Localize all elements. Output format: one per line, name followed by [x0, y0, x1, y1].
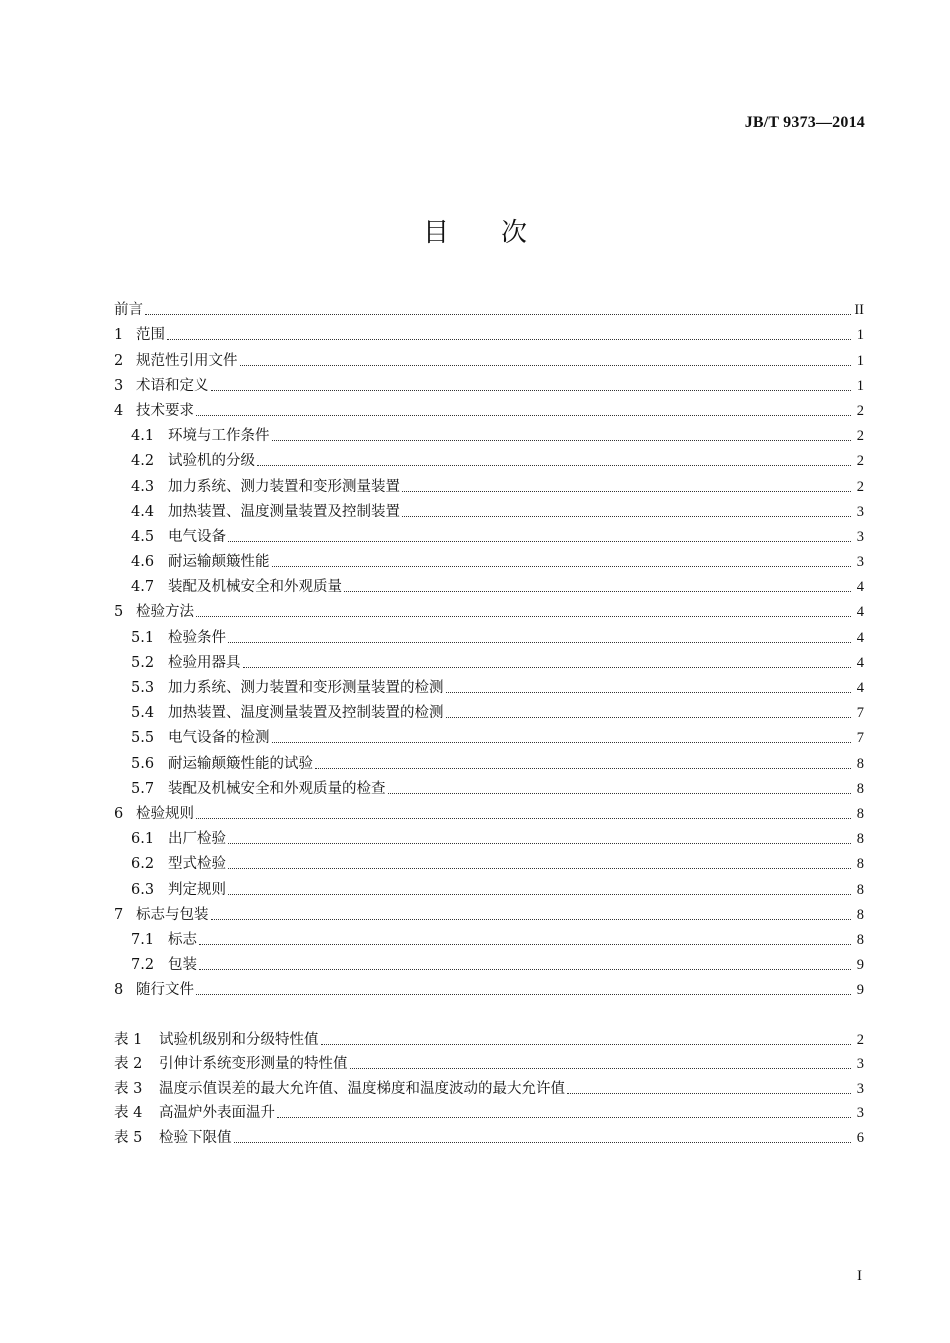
entry-title: 试验机级别和分级特性值 [159, 1031, 319, 1048]
entry-page: 3 [856, 1056, 864, 1073]
toc-entry[interactable] [114, 924, 864, 949]
entry-page: 7 [856, 705, 864, 722]
entry-number: 4.1 [131, 428, 155, 445]
entry-page: 8 [856, 906, 864, 923]
entry-title: 引伸计系统变形测量的特性值 [159, 1056, 348, 1073]
toc-entry[interactable] [114, 546, 864, 571]
entry-number: 7.2 [131, 957, 155, 974]
dot-leader [145, 314, 851, 315]
dot-leader [272, 742, 852, 743]
entry-number: 6.1 [131, 831, 155, 848]
toc-entry[interactable] [114, 1122, 864, 1147]
entry-number: 4 [114, 402, 124, 419]
toc-entry[interactable] [114, 521, 864, 546]
entry-number: 1 [114, 327, 124, 344]
dot-leader [402, 491, 851, 492]
dot-leader [344, 591, 851, 592]
entry-title: 标志与包装 [136, 906, 209, 923]
toc-entry[interactable] [114, 647, 864, 672]
toc-entry[interactable] [114, 1073, 864, 1098]
toc-entry[interactable] [114, 370, 864, 395]
toc-entry[interactable] [114, 798, 864, 823]
entry-page: 3 [856, 528, 864, 545]
toc-entry[interactable] [114, 848, 864, 873]
entry-title: 检验下限值 [159, 1129, 232, 1146]
dot-leader [196, 994, 851, 995]
toc-entry[interactable] [114, 1049, 864, 1074]
toc-entry[interactable] [114, 470, 864, 495]
entry-number: 表 1 [114, 1031, 143, 1048]
entry-page: 8 [856, 755, 864, 772]
entry-page: 4 [856, 579, 864, 596]
entry-page: 7 [856, 730, 864, 747]
entry-page: 9 [856, 957, 864, 974]
dot-leader [196, 818, 851, 819]
dot-leader [321, 1044, 852, 1045]
toc-entry[interactable] [114, 823, 864, 848]
toc-entry[interactable] [114, 697, 864, 722]
entry-title: 技术要求 [136, 402, 194, 419]
entry-number: 表 3 [114, 1080, 143, 1097]
dot-leader [257, 465, 851, 466]
dot-leader [228, 894, 851, 895]
entry-number: 5.3 [131, 680, 155, 696]
entry-page: 8 [856, 831, 864, 848]
entry-page: 6 [856, 1129, 864, 1146]
toc-entry[interactable] [114, 747, 864, 772]
entry-title: 检验方法 [136, 604, 194, 621]
toc-entry[interactable] [114, 344, 864, 369]
toc-entry[interactable] [114, 672, 864, 697]
entry-title: 前言 [114, 302, 143, 319]
entry-title: 试验机的分级 [168, 453, 255, 470]
dot-leader [315, 768, 851, 769]
toc-entry[interactable] [114, 621, 864, 646]
entry-page: 2 [856, 428, 864, 445]
entry-page: 1 [856, 352, 864, 369]
entry-page: 2 [856, 402, 864, 419]
entry-title: 加力系统、测力装置和变形测量装置的检测 [168, 680, 444, 696]
entry-page: 4 [856, 604, 864, 621]
entry-number: 4.7 [131, 579, 155, 596]
entry-title: 温度示值误差的最大允许值、温度梯度和温度波动的最大允许值 [159, 1080, 565, 1097]
toc-entry[interactable] [114, 596, 864, 621]
entry-page: 3 [856, 1105, 864, 1122]
dot-leader [228, 843, 851, 844]
entry-title: 型式检验 [168, 856, 226, 873]
dot-leader [567, 1093, 851, 1094]
toc-entry[interactable] [114, 319, 864, 344]
dot-leader [199, 944, 851, 945]
entry-page: 2 [856, 1031, 864, 1048]
dot-leader [228, 642, 851, 643]
entry-page: 1 [856, 377, 864, 394]
entry-page: 8 [856, 805, 864, 822]
dot-leader [446, 717, 852, 718]
entry-number: 6.3 [131, 881, 155, 898]
entry-number: 6 [114, 805, 124, 822]
entry-number: 表 4 [114, 1105, 143, 1122]
entry-title: 出厂检验 [168, 831, 226, 848]
entry-number: 7 [114, 906, 124, 923]
page-title: 目 次 [422, 218, 527, 248]
dot-leader [446, 692, 852, 693]
entry-title: 加力系统、测力装置和变形测量装置 [168, 478, 400, 495]
dot-leader [350, 1068, 852, 1069]
entry-number: 4.2 [131, 453, 155, 470]
dot-leader [402, 516, 851, 517]
entry-page: 8 [856, 856, 864, 873]
entry-title: 电气设备 [168, 528, 226, 545]
dot-leader [199, 969, 851, 970]
entry-page: II [854, 302, 864, 319]
standard-code: JB/T 9373—2014 [744, 114, 865, 131]
entry-number: 5.5 [131, 730, 155, 747]
entry-title: 电气设备的检测 [168, 730, 270, 747]
dot-leader [272, 566, 852, 567]
dot-leader [388, 793, 852, 794]
toc-entry[interactable] [114, 445, 864, 470]
page-number: I [857, 1268, 862, 1284]
entry-page: 9 [856, 982, 864, 999]
toc-entry[interactable] [114, 571, 864, 596]
toc-entry[interactable] [114, 773, 864, 798]
list-of-tables [114, 1024, 864, 1147]
entry-title: 环境与工作条件 [168, 428, 270, 445]
entry-number: 5.2 [131, 654, 155, 671]
entry-page: 4 [856, 629, 864, 646]
entry-title: 检验条件 [168, 629, 226, 646]
dot-leader [228, 868, 851, 869]
entry-page: 4 [856, 680, 864, 696]
entry-number: 3 [114, 377, 124, 394]
entry-number: 表 5 [114, 1129, 143, 1146]
dot-leader [277, 1117, 851, 1118]
entry-title: 检验规则 [136, 805, 194, 822]
entry-number: 5.4 [131, 705, 155, 722]
entry-page: 3 [856, 554, 864, 571]
entry-title: 高温炉外表面温升 [159, 1105, 275, 1122]
entry-number: 5.1 [131, 629, 155, 646]
dot-leader [243, 667, 852, 668]
entry-title: 加热装置、温度测量装置及控制装置的检测 [168, 705, 444, 722]
entry-page: 8 [856, 780, 864, 797]
entry-page: 1 [856, 327, 864, 344]
entry-page: 8 [856, 881, 864, 898]
dot-leader [240, 365, 852, 366]
dot-leader [196, 415, 851, 416]
entry-number: 5.6 [131, 755, 155, 772]
entry-page: 4 [856, 654, 864, 671]
entry-number: 4.5 [131, 528, 155, 545]
entry-title: 耐运输颠簸性能 [168, 554, 270, 571]
dot-leader [211, 919, 852, 920]
entry-title: 判定规则 [168, 881, 226, 898]
entry-number: 表 2 [114, 1056, 143, 1073]
dot-leader [272, 440, 852, 441]
entry-number: 7.1 [131, 931, 155, 948]
entry-page: 2 [856, 453, 864, 470]
entry-number: 5.7 [131, 780, 155, 797]
entry-page: 3 [856, 1080, 864, 1097]
toc-entry[interactable] [114, 496, 864, 521]
dot-leader [228, 541, 851, 542]
dot-leader [234, 1142, 852, 1143]
dot-leader [167, 339, 851, 340]
entry-title: 加热装置、温度测量装置及控制装置 [168, 503, 400, 520]
entry-number: 4.4 [131, 503, 155, 520]
entry-title: 检验用器具 [168, 654, 241, 671]
dot-leader [196, 616, 851, 617]
entry-title: 规范性引用文件 [136, 352, 238, 369]
toc-entry[interactable] [114, 974, 864, 999]
toc-entry[interactable] [114, 294, 864, 319]
entry-page: 8 [856, 931, 864, 948]
entry-title: 术语和定义 [136, 377, 209, 394]
entry-number: 2 [114, 352, 124, 369]
entry-title: 范围 [136, 327, 165, 344]
toc-entry[interactable] [114, 899, 864, 924]
entry-title: 包装 [168, 957, 197, 974]
table-of-contents [114, 294, 864, 999]
entry-page: 2 [856, 478, 864, 495]
entry-number: 4.3 [131, 478, 155, 495]
entry-number: 8 [114, 982, 124, 999]
toc-entry[interactable] [114, 722, 864, 747]
entry-title: 标志 [168, 931, 197, 948]
entry-title: 耐运输颠簸性能的试验 [168, 755, 313, 772]
entry-page: 3 [856, 503, 864, 520]
entry-number: 5 [114, 604, 124, 621]
entry-title: 装配及机械安全和外观质量的检查 [168, 780, 386, 797]
toc-entry[interactable] [114, 1098, 864, 1123]
entry-number: 4.6 [131, 554, 155, 571]
toc-entry[interactable] [114, 395, 864, 420]
entry-title: 随行文件 [136, 982, 194, 999]
entry-title: 装配及机械安全和外观质量 [168, 579, 342, 596]
entry-number: 6.2 [131, 856, 155, 873]
toc-entry[interactable] [114, 873, 864, 898]
toc-entry[interactable] [114, 949, 864, 974]
dot-leader [211, 390, 852, 391]
toc-entry[interactable] [114, 420, 864, 445]
toc-entry[interactable] [114, 1024, 864, 1049]
